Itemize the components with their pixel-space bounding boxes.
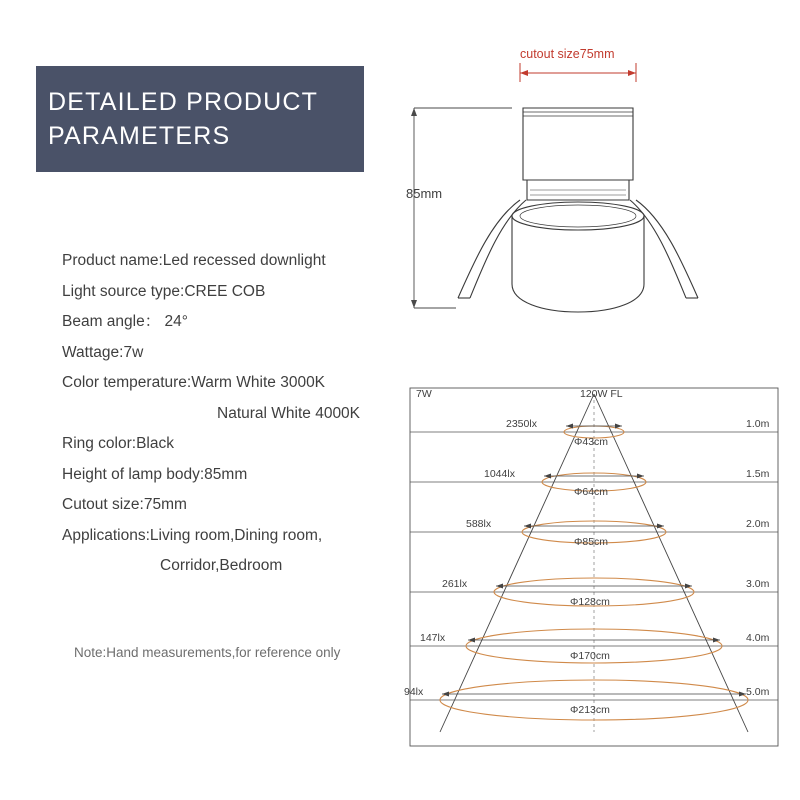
chart-right-header: 120W FL — [580, 388, 623, 400]
diameter-label: Φ213cm — [570, 704, 610, 716]
page-title-line-2: PARAMETERS — [48, 122, 231, 150]
lux-label: 2350lx — [506, 418, 537, 430]
spec-item: Ring color:Black — [62, 435, 174, 452]
distance-label: 5.0m — [746, 686, 770, 698]
diameter-label: Φ170cm — [570, 650, 610, 662]
distance-label: 2.0m — [746, 518, 770, 530]
spec-item: Applications:Living room,Dining room, — [62, 526, 323, 544]
spec-item: Cutout size:75mm — [62, 496, 187, 513]
spec-item: Wattage:7w — [62, 343, 144, 361]
diameter-label: Φ85cm — [574, 536, 609, 548]
spec-item-continuation: Natural White 4000K — [217, 404, 361, 422]
lux-label: 1044lx — [484, 468, 515, 480]
specification-list — [62, 246, 392, 582]
distance-label: 4.0m — [746, 632, 770, 644]
distance-label: 1.0m — [746, 418, 770, 430]
cutout-size-label: cutout size75mm — [520, 47, 615, 61]
spec-item-continuation: Corridor,Bedroom — [160, 557, 283, 574]
spec-item: Product name:Led recessed downlight — [62, 252, 326, 269]
distance-label: 3.0m — [746, 578, 770, 590]
lux-label: 261lx — [442, 578, 468, 590]
lux-label: 588lx — [466, 518, 492, 530]
spec-item: Color temperature:Warm White 3000K — [62, 374, 326, 391]
height-dimension-arrow — [411, 108, 512, 308]
page-title-block — [36, 66, 364, 172]
cutout-dimension-arrow — [520, 63, 636, 82]
diameter-label: Φ128cm — [570, 596, 610, 608]
spec-item: Height of lamp body:85mm — [62, 465, 248, 483]
downlight-body-outline — [458, 108, 698, 312]
fixture-dimension-drawing — [396, 40, 788, 360]
diameter-label: Φ43cm — [574, 436, 609, 448]
page-title-line-1: DETAILED PRODUCT — [48, 88, 319, 116]
lux-label: 94lx — [404, 686, 424, 698]
distance-label: 1.5m — [746, 468, 770, 480]
lux-label: 147lx — [420, 632, 446, 644]
diameter-label: Φ64cm — [574, 486, 609, 498]
body-height-label: 85mm — [406, 186, 443, 201]
chart-left-header: 7W — [416, 388, 432, 400]
spec-item: Beam angle： 24° — [62, 313, 188, 330]
spec-item: Light source type:CREE COB — [62, 282, 266, 300]
measurement-note: Note:Hand measurements,for reference only — [74, 645, 341, 660]
beam-distribution-chart — [398, 380, 790, 755]
